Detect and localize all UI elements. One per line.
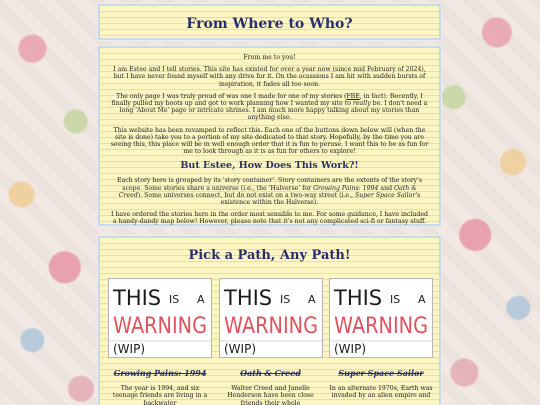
how-story-oath-creed: Oath & Creed	[118, 184, 417, 199]
story-card-oath-creed	[219, 278, 323, 405]
story-title-super-space-sailor[interactable]: Super Space Sailor	[338, 368, 424, 378]
path-panel	[98, 236, 441, 405]
story-button-growing-pains[interactable]	[108, 278, 212, 358]
warning-wip: (WIP)	[334, 342, 367, 356]
warning-a: A	[197, 293, 205, 306]
story-title-oath-creed[interactable]: Oath & Creed	[240, 368, 301, 378]
warning-image	[220, 279, 322, 357]
story-title-growing-pains[interactable]: Growing Pains: 1994	[113, 368, 207, 378]
how-story-growing-pains: Growing Pains: 1994	[313, 184, 379, 192]
warning-is: IS	[279, 293, 290, 306]
warning-this: THIS	[223, 286, 272, 310]
warning-this: THIS	[113, 286, 162, 310]
title-panel	[98, 4, 441, 40]
story-card-super-space-sailor	[329, 278, 433, 405]
warning-a: A	[307, 293, 316, 306]
path-heading: Pick a Path, Any Path!	[188, 248, 351, 263]
intro-proud-text-b: , in fact). Recently, I finally pulled my boots up and got to work planning how I wanted my site to	[111, 92, 423, 108]
how-text-a: Each story here is grouped by its 'story container'. Story containers are the extents of the story's scope. Some stories share a universe (i.e., the 'Halverse' for	[116, 177, 423, 192]
page-title: From Where to Who?	[186, 16, 353, 32]
how-text-d: 's existence within the Halverse).	[220, 191, 421, 207]
story-blurb-super-space-sailor: In an alternate 1970s, Earth was invaded by an alien empire and	[329, 385, 433, 400]
story-card-growing-pains	[108, 278, 212, 405]
how-it-works-text	[110, 177, 429, 206]
intro-panel	[98, 46, 441, 226]
warning-is: IS	[169, 293, 180, 306]
story-blurb-oath-creed: Walter Creed and Janelle Henderson have been close friends their whole	[227, 385, 314, 405]
how-text-b: and	[378, 184, 394, 192]
how-it-works-heading: But Estee, How Does This Work?!	[180, 160, 359, 172]
warning-image	[330, 279, 432, 357]
warning-wip: (WIP)	[223, 342, 256, 356]
story-cards	[108, 278, 433, 405]
story-blurb-growing-pains: The year is 1994, and six teenage friends are living in a backwater	[112, 385, 208, 405]
intro-proud	[110, 93, 429, 122]
warning-image	[109, 279, 211, 357]
fbe-link[interactable]: FBE	[346, 92, 360, 100]
warning-this: THIS	[334, 286, 383, 310]
intro-proud-text-c: be. I don't need a long 'About Me' page or intricate shrines. I am much more happy talking about my stories than anything else.	[119, 100, 428, 122]
how-text-c: ). Some universes connect, but do not exist on a two-way street (i.e.,	[137, 191, 355, 199]
warning-a: A	[418, 293, 426, 306]
story-button-super-space-sailor[interactable]	[329, 278, 433, 358]
intro-proud-text-a: The only page I was truly proud of was one I made for one of my stories (	[116, 92, 347, 100]
intro-order: I have ordered the stories here in the order most sensible to me. For some guidance, I have included a handy-dandy map below! However, please note that it's not any complicated sci-fi or fantasy stuff.	[111, 211, 428, 226]
warning-word: WARNING	[113, 314, 207, 339]
story-button-oath-creed[interactable]	[219, 278, 323, 358]
intro-proud-emphasis: really	[352, 100, 371, 108]
intro-greeting: From me to you!	[243, 54, 296, 61]
warning-wip: (WIP)	[113, 342, 146, 356]
warning-word: WARNING	[334, 314, 428, 339]
warning-word: WARNING	[223, 314, 318, 339]
intro-revamp: This website has been revamped to reflect this. Each one of the buttons down below will (when the site is done) take you to a portion of my site dedicated to that story. Hopefully, by the time you are seeing this, this place will be in well enough order that it is fun to peruse. I want this to be as fun for me to look through as it is as fun for others to explore!	[110, 126, 429, 156]
warning-is: IS	[390, 293, 401, 306]
how-story-super-space-sailor: Super Space Sailor	[355, 191, 416, 199]
intro-about: I am Estee and I tell stories. This site has existed for over a year now (since mid February of 2024), but I have never found myself with any drive for it. On the ocassions I am hit with sudden bursts of inspiration, it fades all too soon.	[113, 66, 426, 88]
